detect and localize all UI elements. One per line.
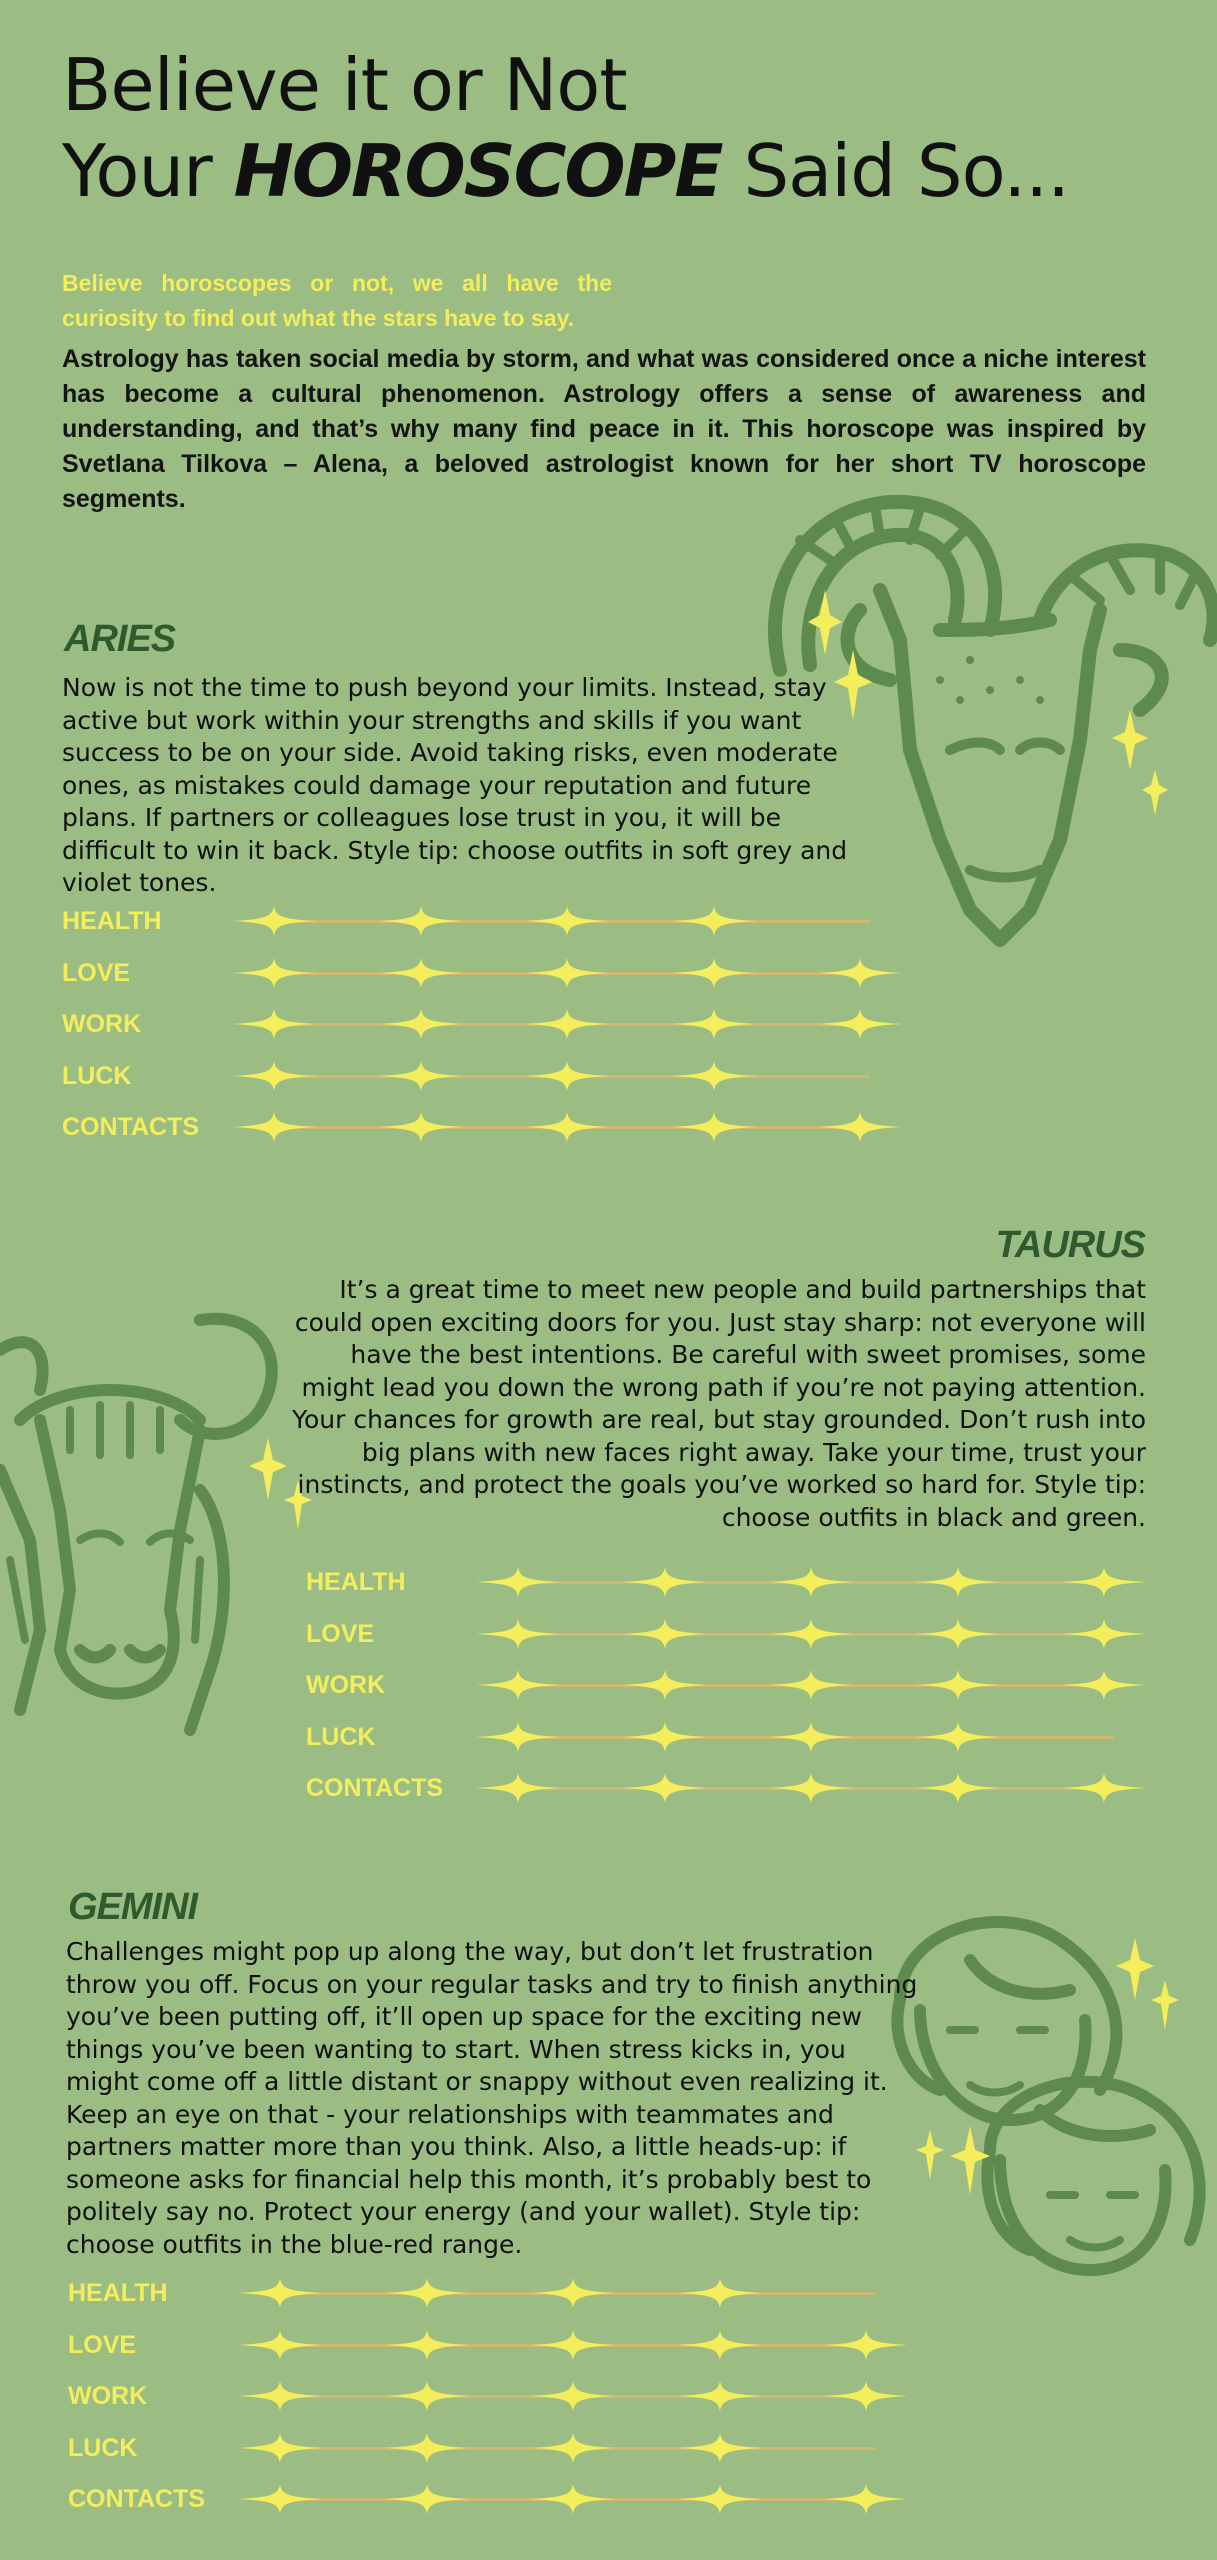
rating-star-icon xyxy=(1062,1773,1146,1803)
bull-icon xyxy=(0,1310,340,1760)
rating-track xyxy=(232,1061,902,1091)
rating-label: LOVE xyxy=(62,958,131,987)
rating-star-icon xyxy=(232,1061,316,1091)
rating-star-icon xyxy=(476,1670,560,1700)
rating-star-icon xyxy=(531,2330,615,2360)
rating-star-icon xyxy=(672,958,756,988)
sign-name-taurus: TAURUS xyxy=(995,1224,1145,1266)
rating-track xyxy=(476,1619,1146,1649)
rating-star-icon xyxy=(379,906,463,936)
rating-label: CONTACTS xyxy=(62,1113,200,1141)
rating-track xyxy=(476,1722,1146,1752)
rating-star-icon xyxy=(623,1722,707,1752)
rating-track xyxy=(476,1567,1146,1597)
rating-row-health xyxy=(306,1567,1146,1619)
rating-star-icon xyxy=(385,2381,469,2411)
rating-star-icon xyxy=(238,2484,322,2514)
rating-row-love xyxy=(68,2330,908,2382)
rating-star-icon xyxy=(379,1112,463,1142)
rating-star-icon xyxy=(769,1773,853,1803)
rating-row-work xyxy=(306,1670,1146,1722)
rating-label: LUCK xyxy=(68,2433,138,2462)
rating-star-icon xyxy=(672,1009,756,1039)
rating-star-icon xyxy=(623,1567,707,1597)
rating-star-icon xyxy=(678,2484,762,2514)
rating-star-icon xyxy=(385,2433,469,2463)
rating-track xyxy=(238,2381,908,2411)
rating-track xyxy=(232,958,902,988)
rating-label: LUCK xyxy=(306,1722,376,1751)
sign-text-taurus: It’s a great time to meet new people and build partnerships that could open exciting doors for you. Just stay sharp: not everyone will have the best intentions. Be careful with sweet promises, some might lead you down the wrong path if you’re not paying attention. Your chances for growth are real, but stay grounded. Don’t rush into big plans with new faces right away. Take your time, trust your instincts, and protect the goals you’ve worked so hard for. Style tip: choose outfits in black and green. xyxy=(292,1275,1146,1532)
rating-star-icon xyxy=(232,1009,316,1039)
rating-row-work xyxy=(62,1009,902,1061)
title-said-so: Said So... xyxy=(743,129,1070,213)
rating-star-icon xyxy=(678,2381,762,2411)
rating-star-icon xyxy=(672,906,756,936)
rating-track xyxy=(476,1670,1146,1700)
rating-star-icon xyxy=(916,1567,1000,1597)
rating-row-luck xyxy=(306,1722,1146,1774)
rating-star-icon xyxy=(818,1009,902,1039)
rating-star-icon xyxy=(678,2433,762,2463)
rating-label: CONTACTS xyxy=(68,2485,206,2513)
rating-star-icon xyxy=(769,1619,853,1649)
rating-track xyxy=(232,1009,902,1039)
ratings-taurus xyxy=(306,1567,1146,1825)
rating-star-icon xyxy=(623,1619,707,1649)
rating-star-icon xyxy=(525,906,609,936)
rating-star-icon xyxy=(238,2330,322,2360)
rating-row-work xyxy=(68,2381,908,2433)
rating-star-icon xyxy=(232,906,316,936)
rating-label: LUCK xyxy=(62,1061,132,1090)
rating-star-icon xyxy=(678,2330,762,2360)
rating-star-icon xyxy=(238,2278,322,2308)
rating-row-contacts xyxy=(62,1112,902,1164)
rating-star-icon xyxy=(824,2484,908,2514)
rating-star-icon xyxy=(1062,1567,1146,1597)
rating-star-icon xyxy=(818,958,902,988)
rating-label: HEALTH xyxy=(62,907,162,935)
rating-star-icon xyxy=(916,1773,1000,1803)
sign-name-gemini: GEMINI xyxy=(68,1886,198,1928)
rating-track xyxy=(232,906,902,936)
rating-label: CONTACTS xyxy=(306,1774,444,1802)
rating-star-icon xyxy=(476,1619,560,1649)
rating-star-icon xyxy=(525,1061,609,1091)
sign-text-aries: Now is not the time to push beyond your limits. Instead, stay active but work within your strengths and skills if you want success to be on your side. Avoid taking risks, even moderate ones, as mistakes could damage your reputation and future plans. If partners or colleagues lose trust in you, it will be difficult to win it back. Style tip: choose outfits in soft grey and violet tones. xyxy=(62,673,848,897)
rating-track xyxy=(238,2278,908,2308)
rating-star-icon xyxy=(232,1112,316,1142)
rating-star-icon xyxy=(385,2278,469,2308)
rating-star-icon xyxy=(379,1061,463,1091)
rating-star-icon xyxy=(525,958,609,988)
rating-star-icon xyxy=(525,1112,609,1142)
rating-row-love xyxy=(62,958,902,1010)
rating-star-icon xyxy=(385,2330,469,2360)
rating-star-icon xyxy=(379,958,463,988)
rating-track xyxy=(238,2433,908,2463)
rating-star-icon xyxy=(824,2330,908,2360)
rating-star-icon xyxy=(476,1567,560,1597)
rating-star-icon xyxy=(238,2381,322,2411)
rating-star-icon xyxy=(232,958,316,988)
rating-row-love xyxy=(306,1619,1146,1671)
rating-row-luck xyxy=(68,2433,908,2485)
rating-row-luck xyxy=(62,1061,902,1113)
rating-star-icon xyxy=(916,1670,1000,1700)
rating-track xyxy=(476,1773,1146,1803)
title-your: Your xyxy=(62,129,212,213)
rating-star-icon xyxy=(379,1009,463,1039)
rating-star-icon xyxy=(672,1112,756,1142)
rating-star-icon xyxy=(672,1061,756,1091)
rating-star-icon xyxy=(385,2484,469,2514)
rating-star-icon xyxy=(476,1722,560,1752)
rating-star-icon xyxy=(769,1567,853,1597)
rating-star-icon xyxy=(531,2278,615,2308)
intro-paragraph: Astrology has taken social media by storm, and what was considered once a niche interest has become a cultural phenomenon. Astrology offers a sense of awareness and understanding, and that’s why many find peace in it. This horoscope was inspired by Svetlana Tilkova – Alena, a beloved astrologist known for her short TV horoscope segments. xyxy=(62,345,1146,513)
rating-star-icon xyxy=(678,2278,762,2308)
rating-star-icon xyxy=(916,1619,1000,1649)
twins-icon xyxy=(880,1900,1217,2360)
title-line-1: Believe it or Not xyxy=(62,43,627,127)
rating-star-icon xyxy=(476,1773,560,1803)
rating-track xyxy=(238,2484,908,2514)
rating-row-contacts xyxy=(306,1773,1146,1825)
rating-star-icon xyxy=(531,2484,615,2514)
rating-star-icon xyxy=(769,1670,853,1700)
rating-star-icon xyxy=(531,2433,615,2463)
ratings-aries xyxy=(62,906,902,1164)
rating-star-icon xyxy=(623,1773,707,1803)
subtitle: Believe horoscopes or not, we all have the curiosity to find out what the stars have to say. xyxy=(62,270,612,331)
rating-star-icon xyxy=(824,2381,908,2411)
rating-label: WORK xyxy=(62,1010,142,1038)
rating-label: WORK xyxy=(68,2382,148,2410)
rating-label: HEALTH xyxy=(68,2279,168,2307)
rating-star-icon xyxy=(1062,1670,1146,1700)
sign-text-gemini: Challenges might pop up along the way, but don’t let frustration throw you off. Focus on your regular tasks and try to finish anything you’ve been putting off, it’ll open up space for the exciting new things you’ve been wanting to start. When stress kicks in, you might come off a little distant or snappy without even realizing it. Keep an eye on that - your relationships with teammates and partners matter more than you think. Also, a little heads-up: if someone asks for financial help this month, it’s probably best to politely say no. Protect your energy (and your wallet). Style tip: choose outfits in the blue-red range. xyxy=(66,1937,918,2259)
rating-star-icon xyxy=(623,1670,707,1700)
rating-label: WORK xyxy=(306,1671,386,1699)
sign-name-aries: ARIES xyxy=(64,618,176,660)
rating-track xyxy=(232,1112,902,1142)
rating-label: LOVE xyxy=(68,2330,137,2359)
rating-star-icon xyxy=(916,1722,1000,1752)
rating-row-health xyxy=(62,906,902,958)
rating-track xyxy=(238,2330,908,2360)
rating-row-health xyxy=(68,2278,908,2330)
rating-star-icon xyxy=(238,2433,322,2463)
rating-star-icon xyxy=(1062,1619,1146,1649)
title-line-2 xyxy=(62,128,1162,214)
rating-star-icon xyxy=(769,1722,853,1752)
rating-label: LOVE xyxy=(306,1619,375,1648)
ratings-gemini xyxy=(68,2278,908,2536)
title-horoscope: HOROSCOPE xyxy=(233,129,722,213)
page-title xyxy=(62,42,1162,214)
rating-row-contacts xyxy=(68,2484,908,2536)
rating-label: HEALTH xyxy=(306,1568,406,1596)
rating-star-icon xyxy=(818,1112,902,1142)
rating-star-icon xyxy=(531,2381,615,2411)
rating-star-icon xyxy=(525,1009,609,1039)
